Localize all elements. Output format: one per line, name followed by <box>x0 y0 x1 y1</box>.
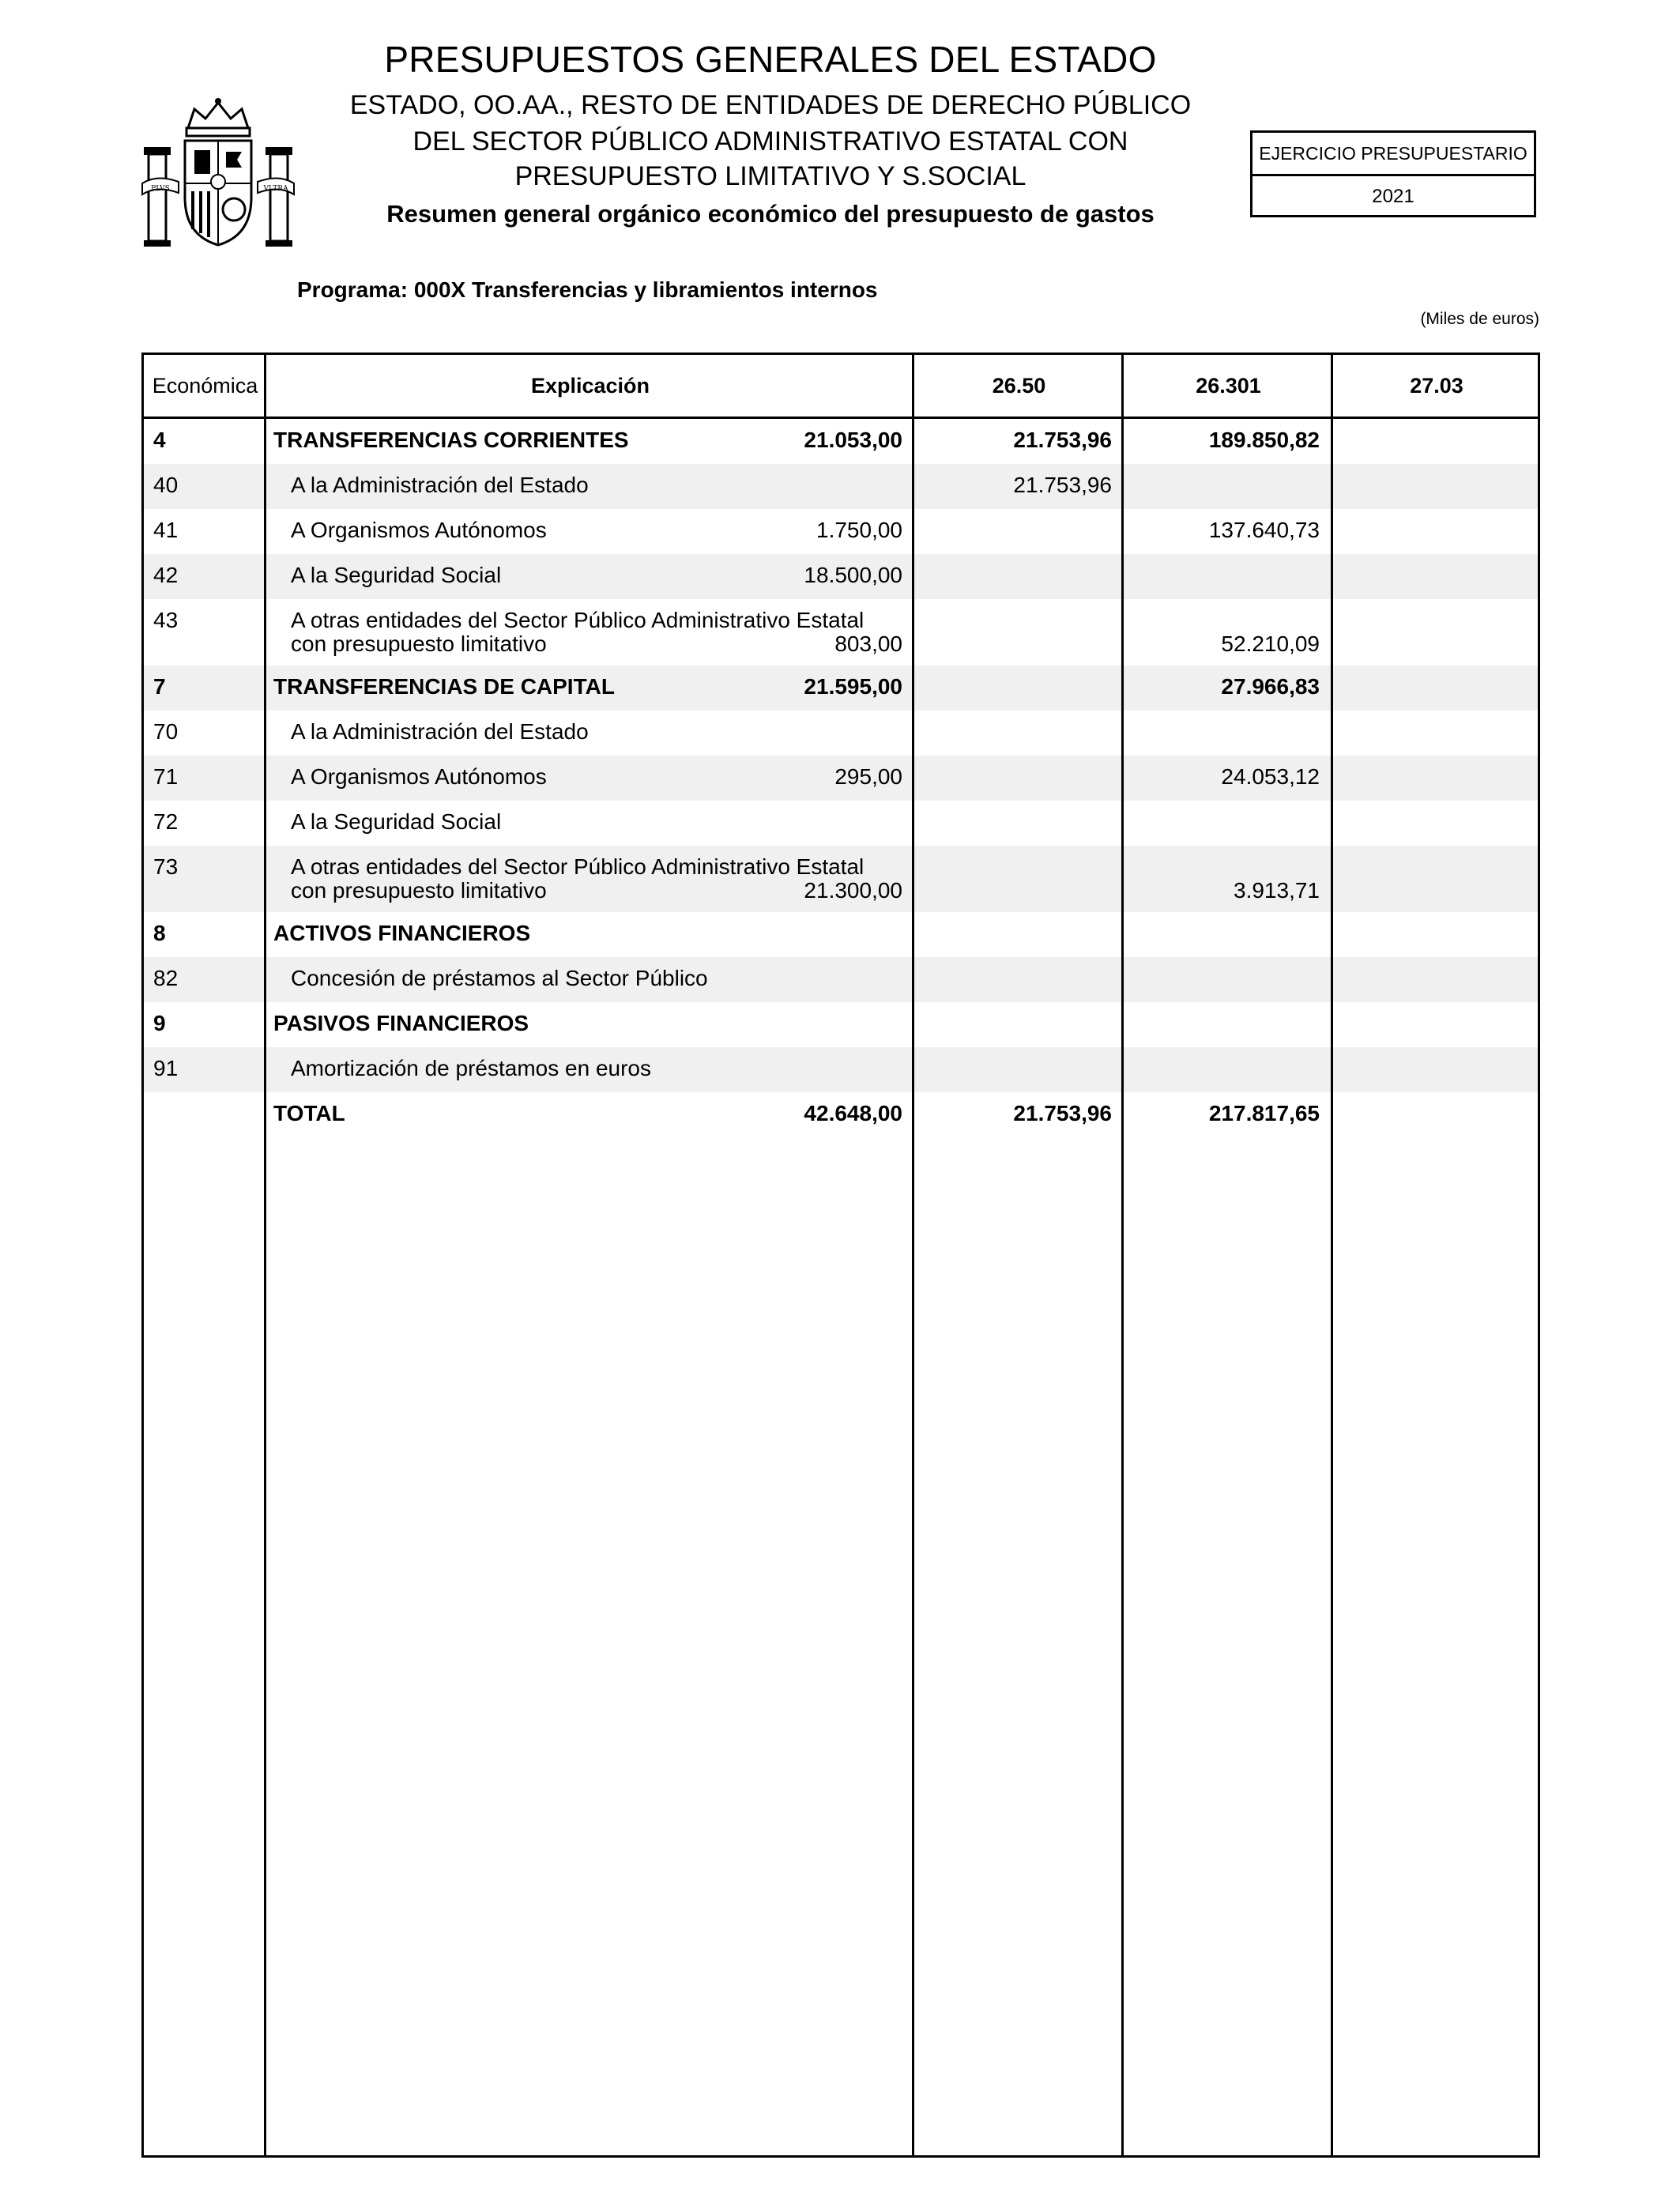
row-code: 41 <box>153 518 179 542</box>
row-code: 71 <box>153 764 179 789</box>
table-row <box>144 1047 1538 1092</box>
fiscal-year-value: 2021 <box>1372 186 1414 207</box>
table-row <box>144 665 1538 711</box>
row-explanation: con presupuesto limitativo <box>291 878 547 903</box>
row-explanation: TOTAL <box>273 1101 345 1125</box>
row-amount-v3: 52.210,09 <box>1221 631 1320 656</box>
row-amount-v1: 1.750,00 <box>816 518 902 542</box>
subtitle-line-3: PRESUPUESTO LIMITATIVO Y S.SOCIAL <box>514 161 1026 191</box>
table-row <box>144 846 1538 912</box>
column-divider <box>264 355 266 2155</box>
row-code: 42 <box>153 563 179 587</box>
row-amount-v3: 24.053,12 <box>1221 764 1320 789</box>
fiscal-year-box <box>1250 130 1536 217</box>
row-amount-v2: 21.753,96 <box>1013 428 1112 452</box>
subtitle-line-1: ESTADO, OO.AA., RESTO DE ENTIDADES DE DERECHO PÚBLICO <box>349 90 1192 120</box>
table-row <box>144 756 1538 801</box>
row-amount-v1: 18.500,00 <box>804 563 902 587</box>
column-divider <box>912 355 914 2155</box>
row-amount-v1: 21.595,00 <box>804 674 902 699</box>
row-code: 7 <box>153 674 166 699</box>
row-explanation: A la Administración del Estado <box>291 473 589 497</box>
report-description: Resumen general orgánico económico del presupuesto de gastos <box>386 200 1155 228</box>
subtitle-line-2: DEL SECTOR PÚBLICO ADMINISTRATIVO ESTATAL CON <box>412 126 1128 156</box>
row-explanation: A Organismos Autónomos <box>291 764 547 789</box>
row-code: 91 <box>153 1056 179 1080</box>
table-header <box>144 355 1538 419</box>
row-amount-v3: 217.817,65 <box>1208 1101 1320 1125</box>
row-explanation: con presupuesto limitativo <box>291 631 547 656</box>
units-note: (Miles de euros) <box>1420 310 1539 328</box>
row-explanation: A otras entidades del Sector Público Administrativo Estatal <box>291 608 864 632</box>
budget-table <box>141 352 1540 2158</box>
column-header-26-50: 26.50 <box>992 373 1046 398</box>
row-amount-v3: 137.640,73 <box>1208 518 1320 542</box>
row-amount-v1: 42.648,00 <box>804 1101 902 1125</box>
row-explanation: A Organismos Autónomos <box>291 518 547 542</box>
table-row <box>144 419 1538 464</box>
table-row <box>144 509 1538 554</box>
row-amount-v1: 21.053,00 <box>804 428 902 452</box>
svg-text:PLVS: PLVS <box>151 185 170 193</box>
row-explanation: PASIVOS FINANCIEROS <box>273 1011 529 1035</box>
table-row <box>144 599 1538 665</box>
row-amount-v1: 803,00 <box>834 631 902 656</box>
row-explanation: A la Seguridad Social <box>291 809 502 834</box>
row-amount-v3: 3.913,71 <box>1234 878 1320 903</box>
svg-text:VLTRA: VLTRA <box>263 185 288 193</box>
fiscal-year-label: EJERCICIO PRESUPUESTARIO <box>1252 133 1534 176</box>
row-explanation: TRANSFERENCIAS CORRIENTES <box>273 428 629 452</box>
column-header-economica: Económica <box>152 373 258 398</box>
row-explanation: TRANSFERENCIAS DE CAPITAL <box>273 674 615 699</box>
table-row <box>144 554 1538 599</box>
table-row <box>144 464 1538 509</box>
row-explanation: A otras entidades del Sector Público Administrativo Estatal <box>291 854 864 879</box>
row-amount-v1: 21.300,00 <box>804 878 902 903</box>
column-divider <box>1331 355 1333 2155</box>
coat-of-arms-of-spain-icon <box>139 95 297 253</box>
table-row-total <box>144 1092 1538 1137</box>
program-title: Programa: 000X Transferencias y libramientos internos <box>297 277 878 302</box>
row-amount-v3: 189.850,82 <box>1208 428 1320 452</box>
table-row <box>144 957 1538 1002</box>
column-header-27-03: 27.03 <box>1410 373 1463 398</box>
table-row <box>144 801 1538 846</box>
table-row <box>144 711 1538 756</box>
column-header-explicacion: Explicación <box>530 373 650 398</box>
row-amount-v2: 21.753,96 <box>1013 1101 1112 1125</box>
row-code: 4 <box>153 428 166 452</box>
column-divider <box>1121 355 1124 2155</box>
row-code: 70 <box>153 719 179 744</box>
row-explanation: Amortización de préstamos en euros <box>291 1056 651 1080</box>
row-code: 40 <box>153 473 179 497</box>
row-code: 73 <box>153 854 179 879</box>
row-amount-v3: 27.966,83 <box>1221 674 1320 699</box>
column-header-26-301: 26.301 <box>1196 373 1261 398</box>
row-amount-v1: 295,00 <box>834 764 902 789</box>
row-code: 72 <box>153 809 179 834</box>
row-explanation: Concesión de préstamos al Sector Público <box>291 966 708 990</box>
row-explanation: ACTIVOS FINANCIEROS <box>273 921 531 945</box>
row-amount-v2: 21.753,96 <box>1013 473 1112 497</box>
table-row <box>144 912 1538 957</box>
row-code: 43 <box>153 608 179 632</box>
row-explanation: A la Seguridad Social <box>291 563 502 587</box>
row-explanation: A la Administración del Estado <box>291 719 589 744</box>
row-code: 82 <box>153 966 179 990</box>
row-code: 9 <box>153 1011 166 1035</box>
document-title: PRESUPUESTOS GENERALES DEL ESTADO <box>384 39 1157 80</box>
row-code: 8 <box>153 921 166 945</box>
table-row <box>144 1002 1538 1047</box>
